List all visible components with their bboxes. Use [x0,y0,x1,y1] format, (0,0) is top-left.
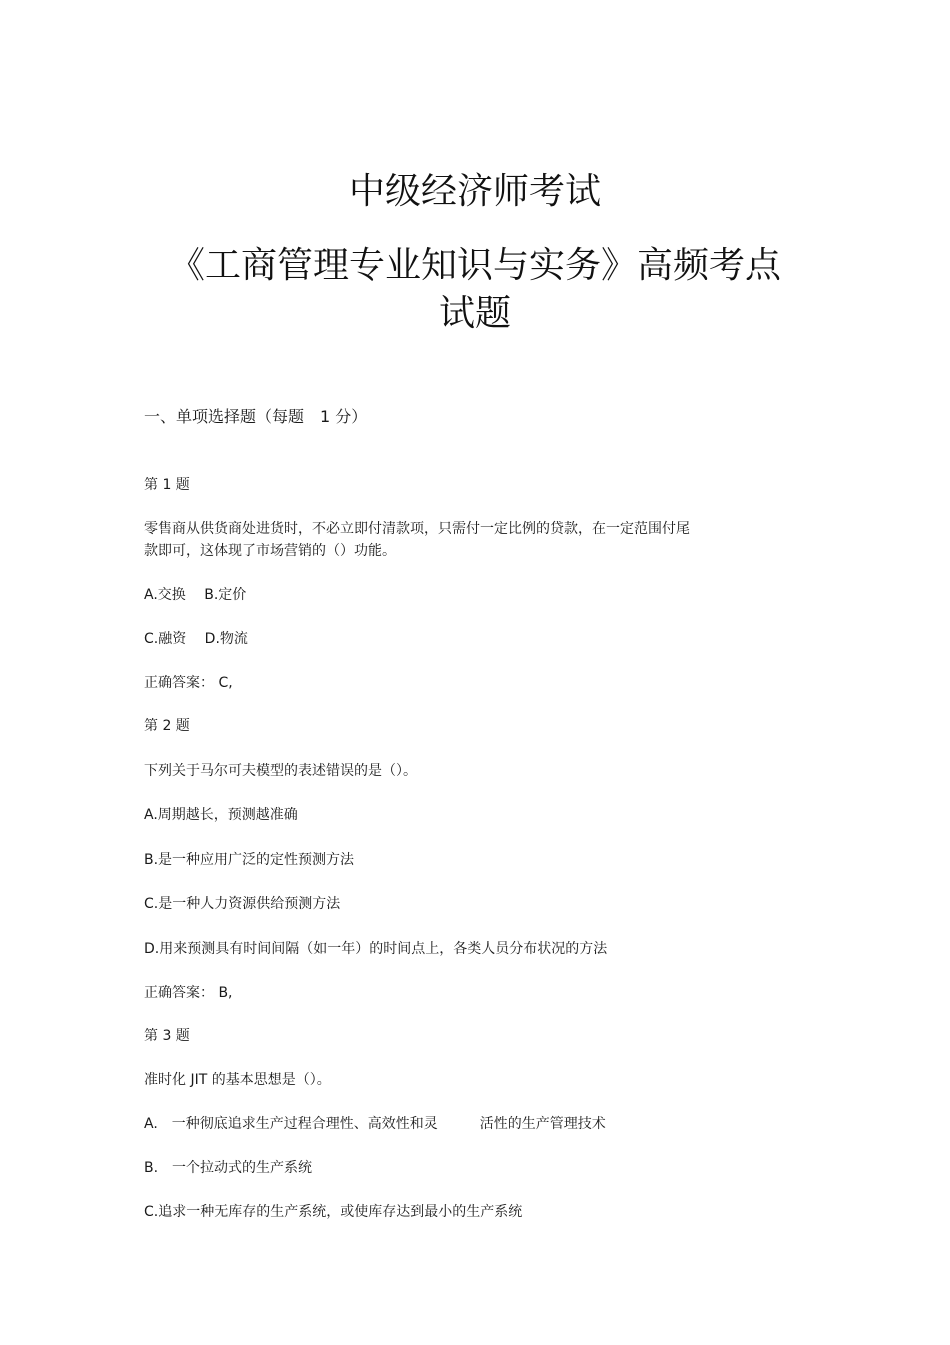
question-1-answer: 正确答案： C, [144,675,233,691]
question-3-option-c: C.追求一种无库存的生产系统，或使库存达到最小的生产系统 [144,1204,523,1220]
document-title-line-2: 《工商管理专业知识与实务》高频考点 [168,245,781,286]
document-title-line-1: 中级经济师考试 [348,171,601,212]
question-2-option-d: D.用来预测具有时间间隔（如一年）的时间点上，各类人员分布状况的方法 [144,941,608,957]
question-3-stem: 准时化 JIT 的基本思想是（）。 [144,1072,331,1088]
question-3-heading: 第 3 题 [144,1028,190,1044]
question-1-stem-line-1: 零售商从供货商处进货时，不必立即付清款项，只需付一定比例的贷款，在一定范围付尾 [144,521,690,537]
question-1-heading: 第 1 题 [144,477,190,493]
question-1-stem-line-2: 款即可，这体现了市场营销的（）功能。 [144,543,396,559]
question-2-answer: 正确答案： B, [144,985,233,1001]
question-3-option-a: A. 一种彻底追求生产过程合理性、高效性和灵 活性的生产管理技术 [144,1116,606,1132]
question-1-options-cd: C.融资 D.物流 [144,631,248,647]
question-2-option-a: A.周期越长，预测越准确 [144,807,298,823]
document-title-line-3: 试题 [438,293,511,334]
question-1-options-ab: A.交换 B.定价 [144,587,247,603]
question-2-stem: 下列关于马尔可夫模型的表述错误的是（）。 [144,763,417,779]
question-2-heading: 第 2 题 [144,718,190,734]
question-2-option-b: B.是一种应用广泛的定性预测方法 [144,852,355,868]
section-heading: 一、单项选择题（每题 1 分） [144,407,368,426]
question-2-option-c: C.是一种人力资源供给预测方法 [144,896,341,912]
question-3-option-b: B. 一个拉动式的生产系统 [144,1160,313,1176]
